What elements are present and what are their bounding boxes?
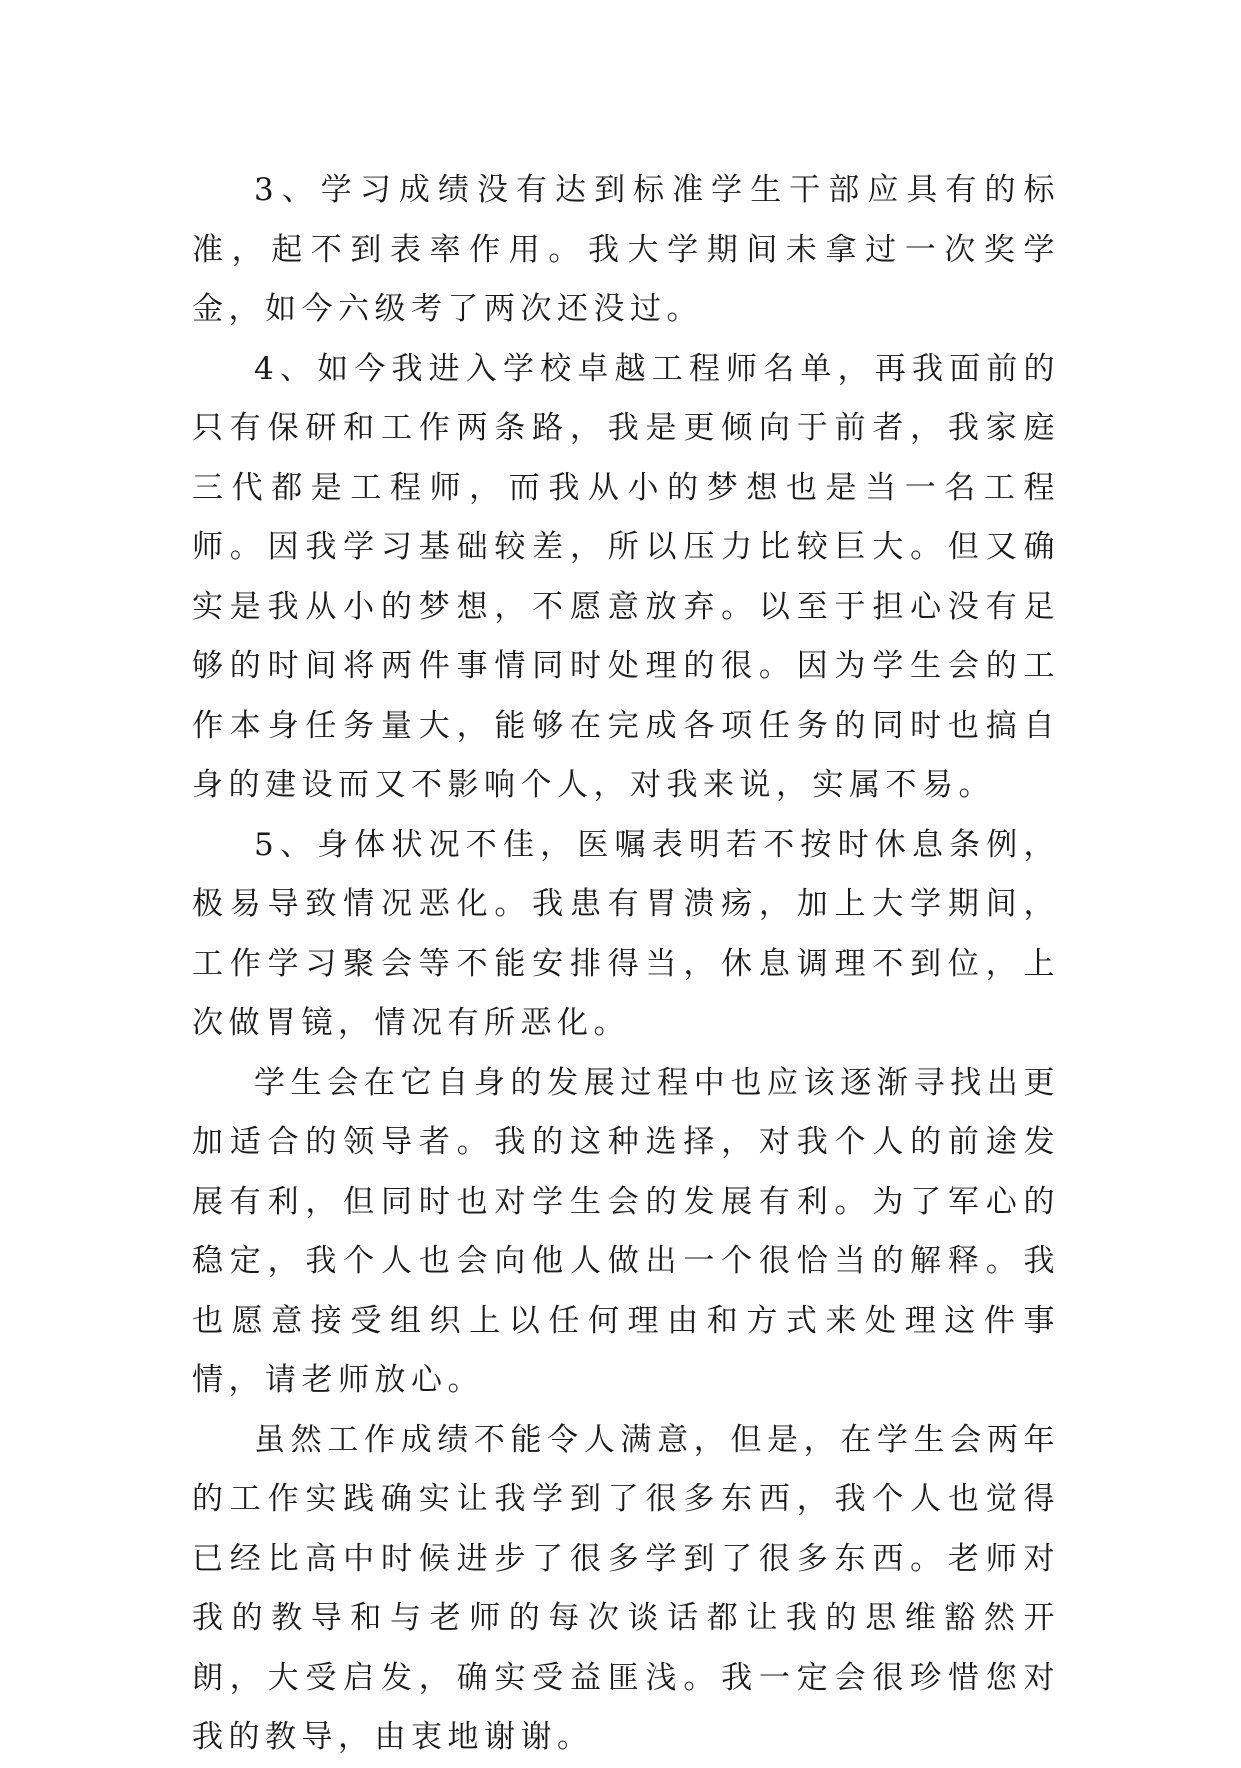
paragraph-item-3: 3、学习成绩没有达到标准学生干部应具有的标准，起不到表率作用。我大学期间未拿过一次奖学金，如今六级考了两次还没过。 — [192, 172, 1060, 327]
document-body — [192, 161, 1060, 1768]
paragraph-item-5: 5、身体状况不佳，医嘱表明若不按时休息条例，极易导致情况恶化。我患有胃溃疡，加上大学期间，工作学习聚会等不能安排得当，休息调理不到位，上次做胃镜，情况有所恶化。 — [192, 826, 1060, 1041]
paragraph-item-4: 4、如今我进入学校卓越工程师名单，再我面前的只有保研和工作两条路，我是更倾向于前者，我家庭三代都是工程师，而我从小的梦想也是当一名工程师。因我学习基础较差，所以压力比较巨大。但又确实是我从小的梦想，不愿意放弃。以至于担心没有足够的时间将两件事情同时处理的很。因为学生会的工作本身任务量大，能够在完成各项任务的同时也搞自身的建设而又不影响个人，对我来说，实属不易。 — [192, 350, 1060, 803]
paragraph-student-union: 学生会在它自身的发展过程中也应该逐渐寻找出更加适合的领导者。我的这种选择，对我个人的前途发展有利，但同时也对学生会的发展有利。为了军心的稳定，我个人也会向他人做出一个很恰当的解释。我也愿意接受组织上以任何理由和方式来处理这件事情，请老师放心。 — [192, 1064, 1060, 1398]
paragraph-closing: 虽然工作成绩不能令人满意，但是，在学生会两年的工作实践确实让我学到了很多东西，我个人也觉得已经比高中时候进步了很多学到了很多东西。老师对我的教导和与老师的每次谈话都让我的思维豁然开朗，大受启发，确实受益匪浅。我一定会很珍惜您对我的教导，由衷地谢谢。 — [192, 1421, 1060, 1755]
